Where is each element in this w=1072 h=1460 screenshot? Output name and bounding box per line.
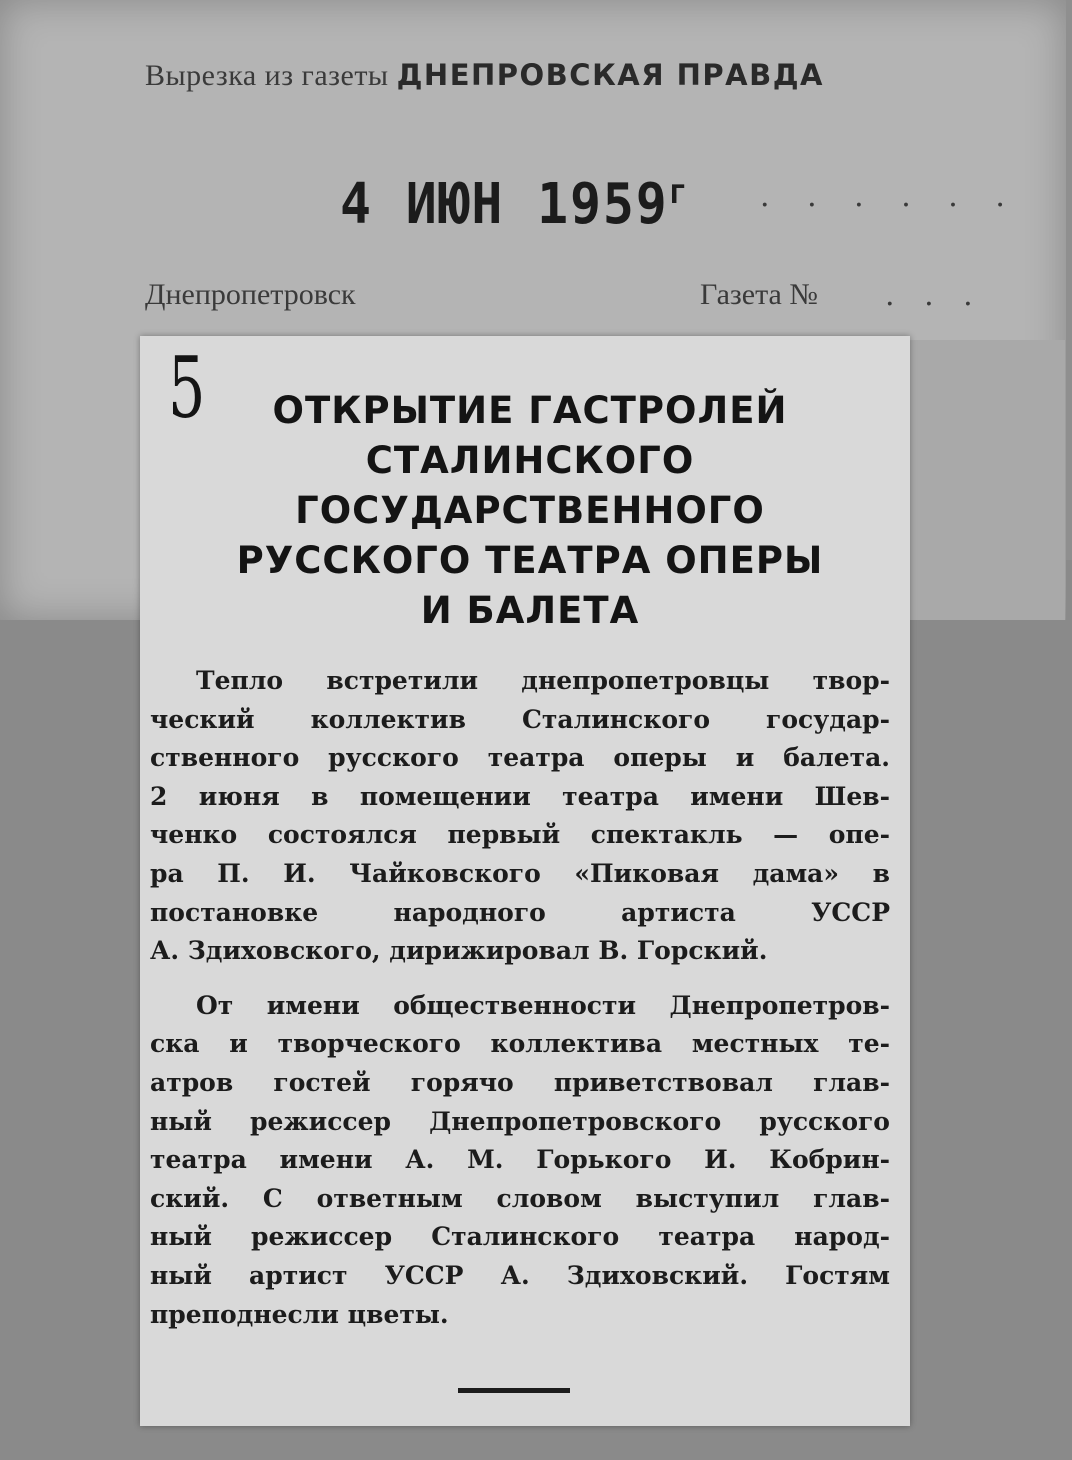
text-line: ный режиссер Сталинского театра народ- [150,1222,890,1252]
article-headline [190,386,870,636]
issue-number-dots: . . . [885,278,983,313]
text-line: преподнесли цветы. [150,1299,449,1329]
text-line: ченко состоялся первый спектакль — опе- [150,820,890,850]
text-line: ский. С ответным словом выступил глав- [150,1183,890,1213]
headline-line: И БАЛЕТА [420,589,640,632]
headline-line: ОТКРЫТИЕ ГАСТРОЛЕЙ [272,389,788,432]
text-line: атров гостей горячо приветствовал глав- [150,1067,890,1097]
article-paragraph-2 [150,987,890,1334]
text-line: ный режиссер Днепропетровского русского [150,1106,890,1136]
page-number: 5 [168,339,206,437]
text-line: постановке народного артиста УССР [150,897,890,927]
date-stamp-value: 4 ИЮН 1959 [340,172,669,237]
form-header [145,58,965,93]
form-sheet-edge [905,340,1065,620]
headline-line: ГОСУДАРСТВЕННОГО [295,489,765,532]
text-line: ра П. И. Чайковского «Пиковая дама» в [150,858,890,888]
end-rule [458,1388,570,1393]
issue-number-label: Газета № [700,278,818,311]
article-body [150,662,890,1350]
text-line: ственного русского театра оперы и балета. [150,743,890,773]
headline-line: СТАЛИНСКОГО [365,439,695,482]
text-line: Тепло встретили днепропетровцы твор- [196,666,890,695]
text-line: ный артист УССР А. Здиховский. Гостям [150,1260,890,1290]
form-header-prefix: Вырезка из газеты [145,59,389,92]
date-dots: · · · · · · [760,188,1019,223]
date-stamp [340,172,689,237]
text-line: 2 июня в помещении театра имени Шев- [150,781,890,811]
article-paragraph-1 [150,662,890,971]
text-line: От имени общественности Днепропетров- [196,990,890,1020]
headline-line: РУССКОГО ТЕАТРА ОПЕРЫ [236,539,824,582]
newspaper-name: ДНЕПРОВСКАЯ ПРАВДА [396,58,824,92]
date-stamp-suffix: г [668,172,690,212]
city-label: Днепропетровск [145,278,356,311]
text-line: ческий коллектив Сталинского государ- [150,704,890,734]
text-line: А. Здиховского, дирижировал В. Горский. [150,936,768,966]
text-line: ска и творческого коллектива местных те- [150,1029,890,1059]
text-line: театра имени А. М. Горького И. Кобрин- [150,1145,890,1175]
